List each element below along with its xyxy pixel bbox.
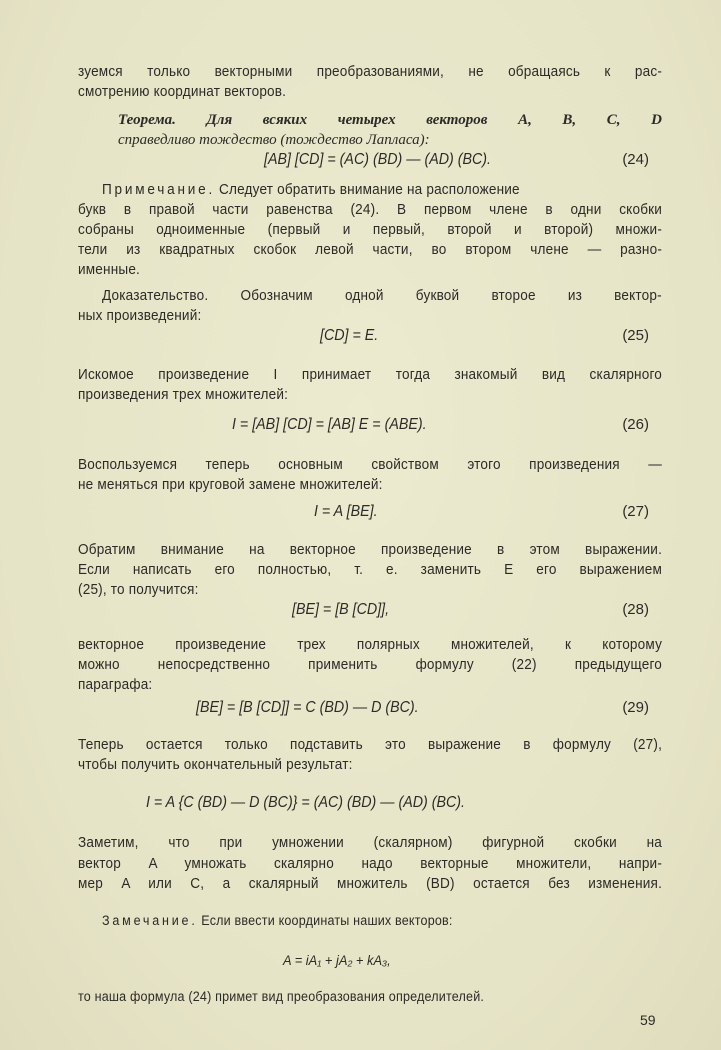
text-line [102,181,686,199]
text-line: произведения трех множителей: [78,387,289,403]
equation-26: I = [AB] [CD] = [AB] E = (ABE). [232,416,427,433]
equation-number: (24) [622,151,649,168]
text-line: зуемся только векторными преобразованиями, не обращаясь к рас- [78,64,663,80]
text-line: Искомое произведение I принимает тогда знакомый вид скалярного [78,367,663,383]
text-line: не меняться при круговой замене множителей: [78,477,383,493]
theorem-line: справедливо тождество (тождество Лапласа): [118,132,430,148]
equation-number: (29) [622,699,649,716]
note-text: Следует обратить внимание на расположение [218,182,520,198]
text-line: Обратим внимание на векторное произведение в этом выражении. [78,542,663,558]
equation-number: (26) [622,416,649,433]
text-line: собраны одноименные (первый и первый, второй и второй) множи- [78,222,663,238]
text-line: можно непосредственно применить формулу (22) предыдущего [78,657,663,673]
text-line: Доказательство. Обозначим одной буквой второе из вектор- [102,288,662,304]
equation-24: [AB] [CD] = (AC) (BD) — (AD) (BC). [264,151,491,168]
equation-final: I = A {C (BD) — D (BC)} = (AC) (BD) — (AD) (BC). [146,794,466,811]
equation-number: (25) [622,327,649,344]
note-label: Примечание. [102,182,216,198]
text-line: букв в правой части равенства (24). В первом члене в одни скобки [78,202,663,218]
text-line: чтобы получить окончательный результат: [78,757,353,773]
text-line: Если написать его полностью, т. е. заменить E его выражением [78,562,663,578]
text-line: (25), то получится: [78,582,199,598]
equation-25: [CD] = E. [320,327,379,344]
text-line: Теперь остается только подставить это выражение в формулу (27), [78,737,663,753]
text-line: векторное произведение трех полярных множителей, к которому [78,637,663,653]
text-line: вектор A умножать скалярно надо векторные множители, напри- [78,856,663,872]
theorem-line: Теорема. Для всяких четырех векторов A, B, C, D [118,112,662,128]
text-line: то наша формула (24) примет вид преобразования определителей. [78,989,485,1004]
remark-label: Замечание. [102,913,198,928]
text-line: Заметим, что при умножении (скалярном) фигурной скобки на [78,835,663,851]
text-line: тели из квадратных скобок левой части, во втором члене — разно- [78,242,663,258]
equation-number: (27) [622,503,649,520]
text-line: смотрению координат векторов. [78,84,287,100]
text-line: параграфа: [78,677,153,693]
page-number: 59 [640,1012,656,1028]
remark-text: Если ввести координаты наших векторов: [201,913,453,928]
equation-28: [BE] = [B [CD]], [292,601,390,618]
equation-coordinates: A = iA₁ + jA₂ + kA₃, [283,952,391,968]
text-line: Воспользуемся теперь основным свойством этого произведения — [78,457,663,473]
equation-27: I = A [BE]. [314,503,378,520]
equation-number: (28) [622,601,649,618]
text-line: ных произведений: [78,308,202,324]
text-line: именные. [78,262,141,278]
text-line: мер A или C, а скалярный множитель (BD) остается без изменения. [78,876,663,892]
equation-29: [BE] = [B [CD]] = C (BD) — D (BC). [196,699,419,716]
text-line [102,912,686,930]
